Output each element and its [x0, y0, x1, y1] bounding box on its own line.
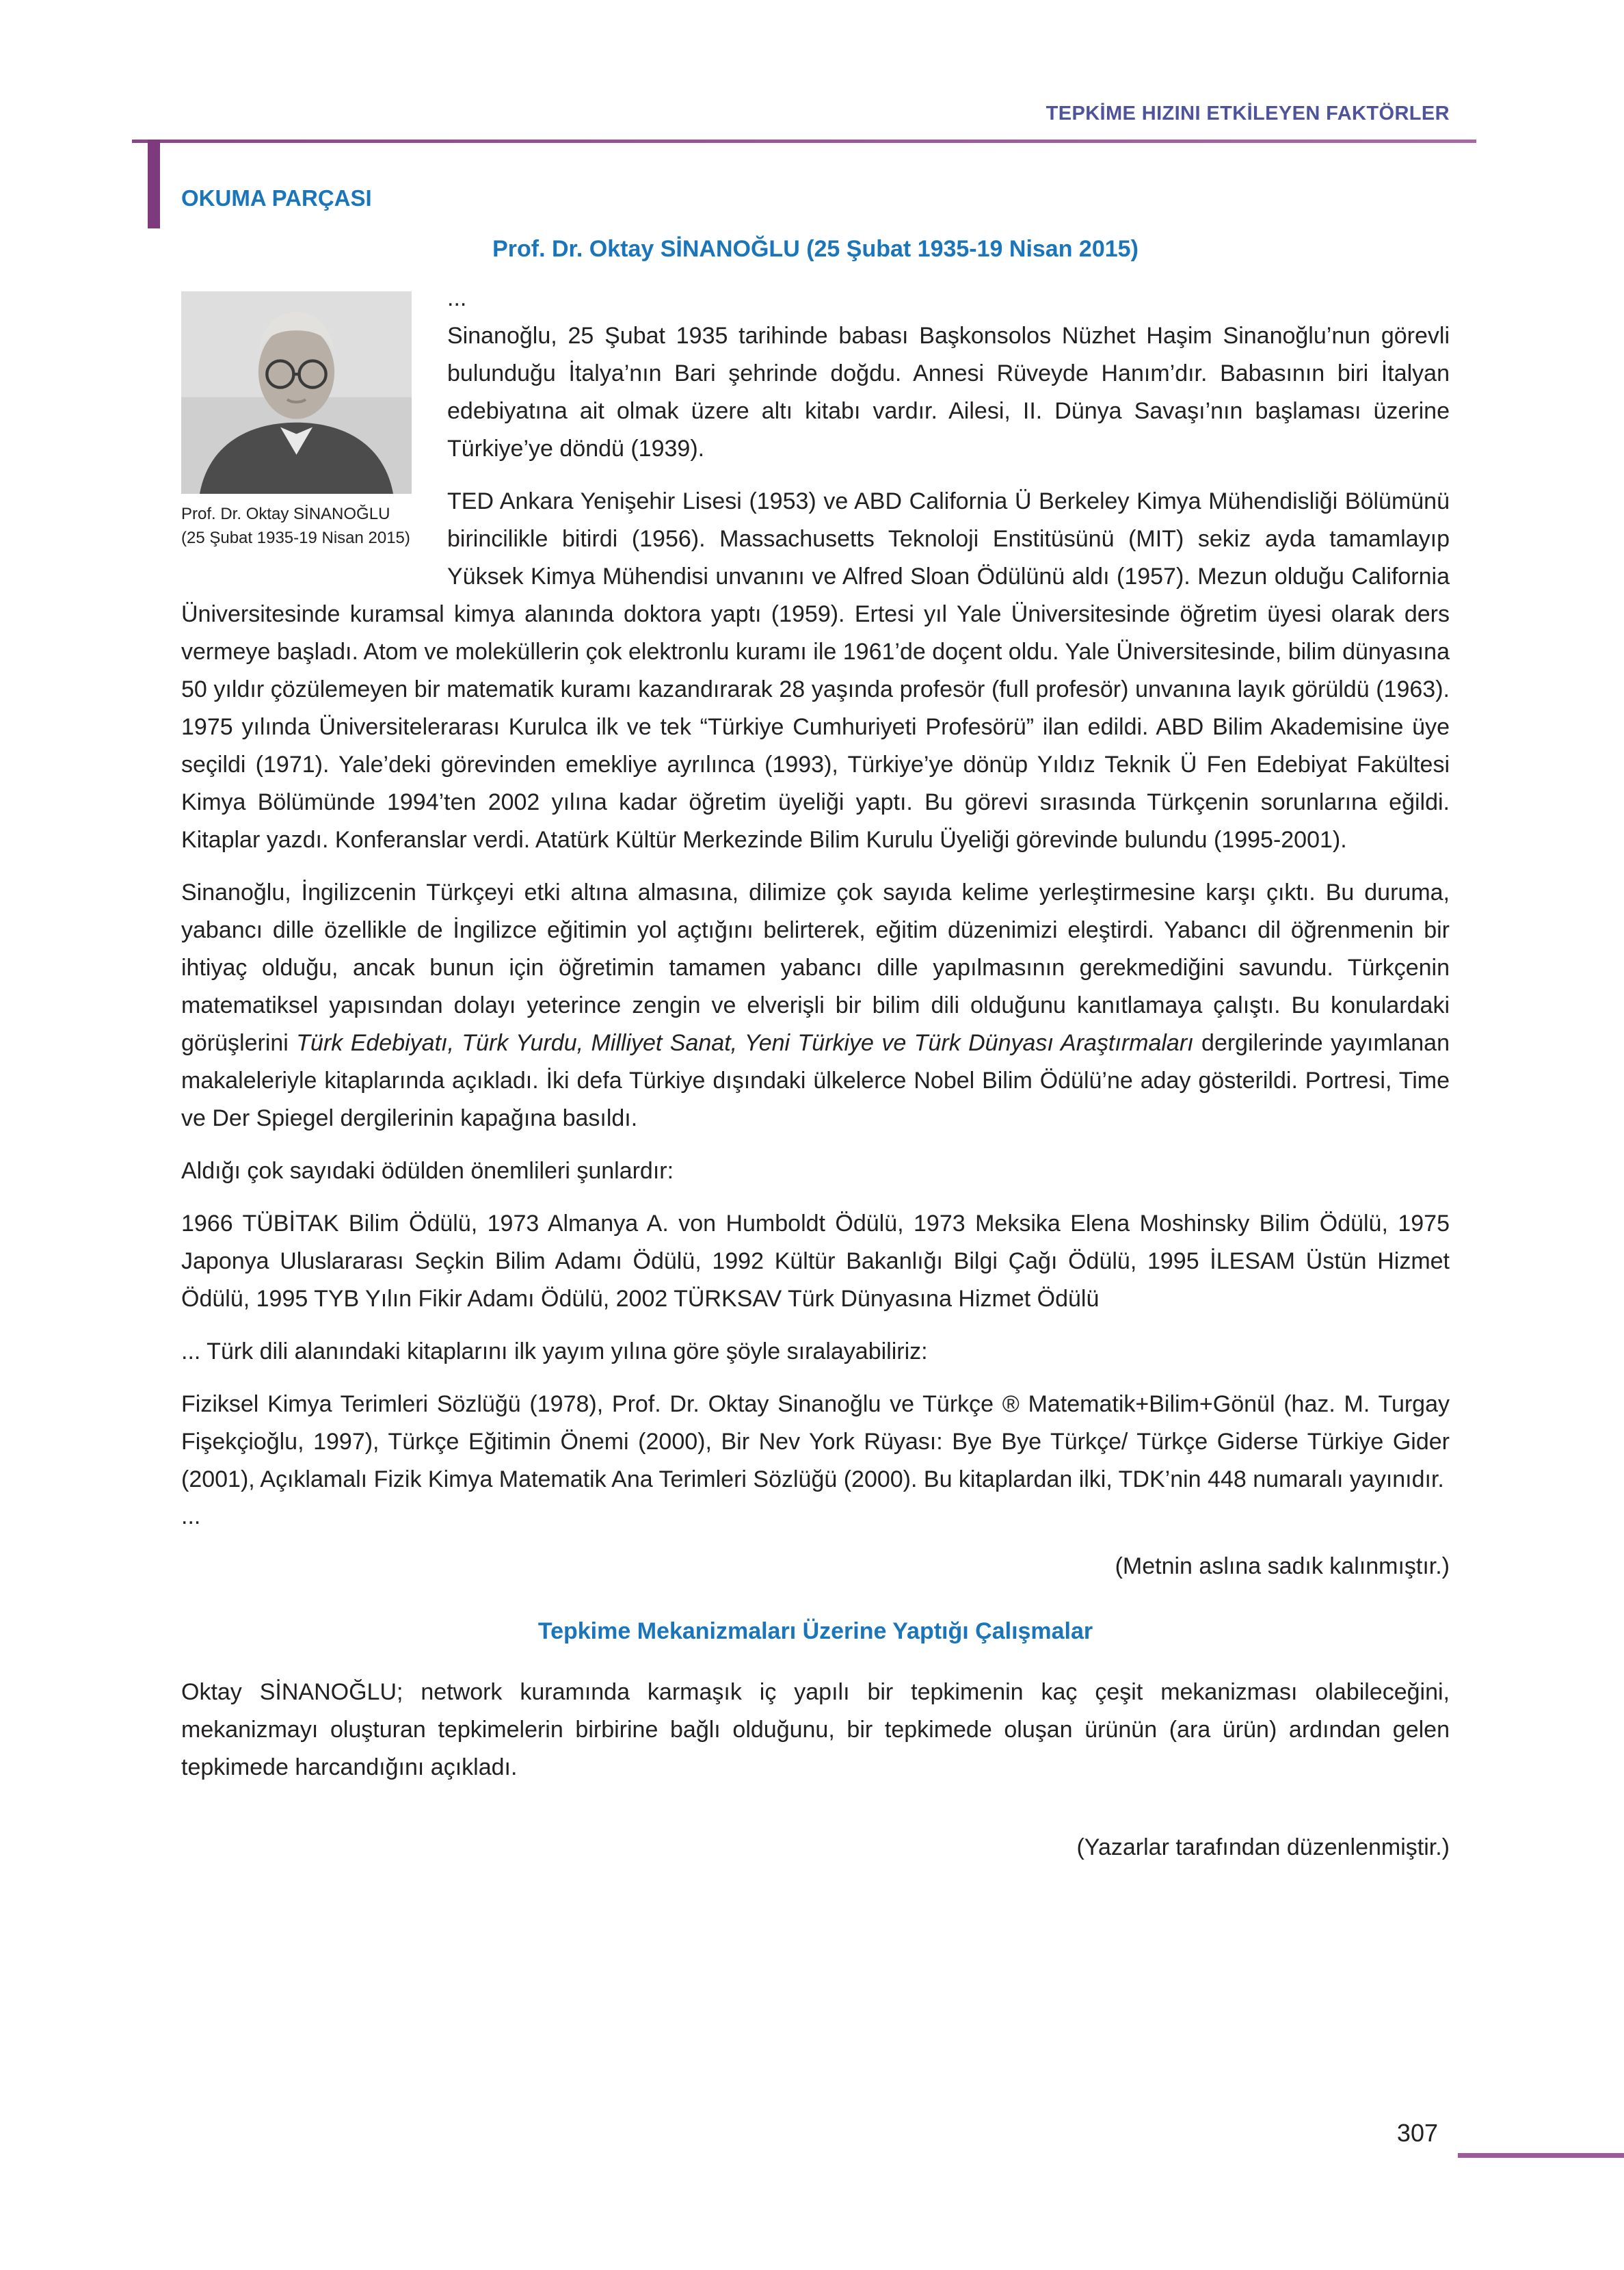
article-title: Prof. Dr. Oktay SİNANOĞLU (25 Şubat 1935-19 Nisan 2015) [492, 236, 1139, 262]
paragraph-awards-intro: Aldığı çok sayıdaki ödülden önemlileri şunlardır: [181, 1158, 674, 1184]
paragraph-books-intro: ... Türk dili alanındaki kitaplarını ilk yayım yılına göre şöyle sıralayabiliriz: [181, 1338, 928, 1364]
paragraph-books-list: Fiziksel Kimya Terimleri Sözlüğü (1978), Prof. Dr. Oktay Sinanoğlu ve Türkçe ® Matematik+Bilim+Gönül (haz. M. Turgay Fişekçioğlu, 1997), Türkçe Eğitimin Önemi (2000), Bir Nev York Rüyası: Bye Bye Türkçe/ Türkçe Giderse Türkiye Gider (2001), Açıklamalı Fizik Kimya Matematik Ana Terimleri Sözlüğü (2000). Bu kitaplardan ilki, TDK’nin 448 numaralı yayınıdır. [181, 1391, 1450, 1492]
ellipsis-end: ... [181, 1503, 201, 1529]
paragraph-biography-2: TED Ankara Yenişehir Lisesi (1953) ve ABD California Ü Berkeley Kimya Mühendisliği Bölümünü birincilikle bitirdi (1956). Massachusetts Teknoloji Enstitüsünü (MIT) sekiz ayda tamamlayıp Yüksek Kimya Mühendisi unvanını ve Alfred Sloan Ödülünü aldı (1957). Mezun olduğu California Üniversitesinde kuramsal kimya alanında doktora yaptı (1959). Ertesi yıl Yale Üniversitesinde öğretim üyesi olarak ders vermeye başladı. Atom ve moleküllerin çok elektronlu kuramı ile 1961’de doçent oldu. Yale Üniversitesinde, bilim dünyasına 50 yıldır çözülemeyen bir matematik kuramı kazandırarak 28 yaşında profesör (full profesör) unvanına layık görüldü (1963). 1975 yılında Üniversitelerarası Kurulca ilk ve tek “Türkiye Cumhuriyeti Profesörü” ilan edildi. ABD Bilim Akademisine üye seçildi (1971). Yale’deki görevinden emekliye ayrılınca (1993), Türkiye’ye dönüp Yıldız Teknik Ü Fen Edebiyat Fakültesi Kimya Bölümünde 1994’ten 2002 yılına kadar öğretim üyeliği yaptı. Bu görevi sırasında Türkçenin sorunlarına eğildi. Kitaplar yazdı. Konferanslar verdi. Atatürk Kültür Merkezinde Bilim Kurulu Üyeliği görevinde bulundu (1995-2001). [181, 488, 1450, 853]
header-rule [132, 140, 1476, 143]
reading-section [181, 179, 1450, 1866]
paragraph-biography-1: Sinanoğlu, 25 Şubat 1935 tarihinde babası Başkonsolos Nüzhet Haşim Sinanoğlu’nun görevli bulunduğu İtalya’nın Bari şehrinde doğdu. Annesi Rüveyde Hanım’dır. Babasının biri İtalyan edebiyatına ait olmak üzere altı kitabı vardır. Ailesi, II. Dünya Savaşı’nın başlaması üzerine Türkiye’ye döndü (1939). [447, 323, 1450, 462]
paragraph-language-views-part1: Sinanoğlu, İngilizcenin Türkçeyi etki altına almasına, dilimize çok sayıda kelime yerleştirmesine karşı çıktı. Bu duruma, yabancı dille özellikle de İngilizce eğitimin yol açtığını belirterek, eğitim düzenimizi eleştirdi. Yabancı dil öğrenmenin bir ihtiyaç olduğu, ancak bunun için öğretimin tamamen yabancı dille yapılmasının gerekmediğini savundu. Türkçenin matematiksel yapısından dolayı yeterince zengin ve elverişli bir bilim dili olduğunu kanıtlamaya çalıştı. Bu konulardaki görüşlerini [181, 880, 1450, 1056]
photo-block [181, 291, 412, 550]
paragraph-language-views [181, 874, 1450, 1137]
portrait-photo [181, 291, 412, 494]
paragraph-reaction-mechanisms: Oktay SİNANOĞLU; network kuramında karmaşık iç yapılı bir tepkimenin kaç çeşit mekanizması olabileceğini, mekanizmayı oluşturan tepkimelerin birbirine bağlı olduğunu, bir tepkimede oluşan ürünün (ara ürün) ardından gelen tepkimede harcandığını açıkladı. [181, 1679, 1450, 1780]
paragraph-language-views-part2: dergilerinde yayımlanan makaleleriyle kitaplarında açıkladı. İki defa Türkiye dışındaki ülkelerce Nobel Bilim Ödülü’ne aday gösterildi. Portresi, Time ve Der Spiegel dergilerinin kapağına basıldı. [181, 1030, 1450, 1131]
page-number: 307 [1396, 2119, 1438, 2147]
photo-caption-line1: Prof. Dr. Oktay SİNANOĞLU [181, 505, 390, 523]
ellipsis-start: ... [447, 285, 467, 311]
source-note: (Metnin aslına sadık kalınmıştır.) [1115, 1553, 1450, 1579]
paragraph-awards-list: 1966 TÜBİTAK Bilim Ödülü, 1973 Almanya A. von Humboldt Ödülü, 1973 Meksika Elena Moshinsky Bilim Ödülü, 1975 Japonya Uluslararası Seçkin Bilim Adamı Ödülü, 1992 Kültür Bakanlığı Bilgi Çağı Ödülü, 1995 İLESAM Üstün Hizmet Ödülü, 1995 TYB Yılın Fikir Adamı Ödülü, 2002 TÜRKSAV Türk Dünyasına Hizmet Ödülü [181, 1211, 1450, 1312]
section-accent-bar [148, 140, 160, 228]
paragraph-language-views-journals: Türk Edebiyatı, Türk Yurdu, Milliyet Sanat, Yeni Türkiye ve Türk Dünyası Araştırmaları [296, 1030, 1194, 1056]
section-label: OKUMA PARÇASI [181, 185, 372, 211]
photo-caption [181, 502, 412, 550]
subsection-title: Tepkime Mekanizmaları Üzerine Yaptığı Çalışmalar [537, 1618, 1093, 1644]
running-header: TEPKİME HIZINI ETKİLEYEN FAKTÖRLER [1046, 103, 1450, 124]
footer-rule [1458, 2153, 1624, 2158]
portrait-photo-illustration [181, 291, 412, 494]
photo-caption-line2: (25 Şubat 1935-19 Nisan 2015) [181, 529, 410, 547]
authors-note: (Yazarlar tarafından düzenlenmiştir.) [1076, 1834, 1450, 1860]
